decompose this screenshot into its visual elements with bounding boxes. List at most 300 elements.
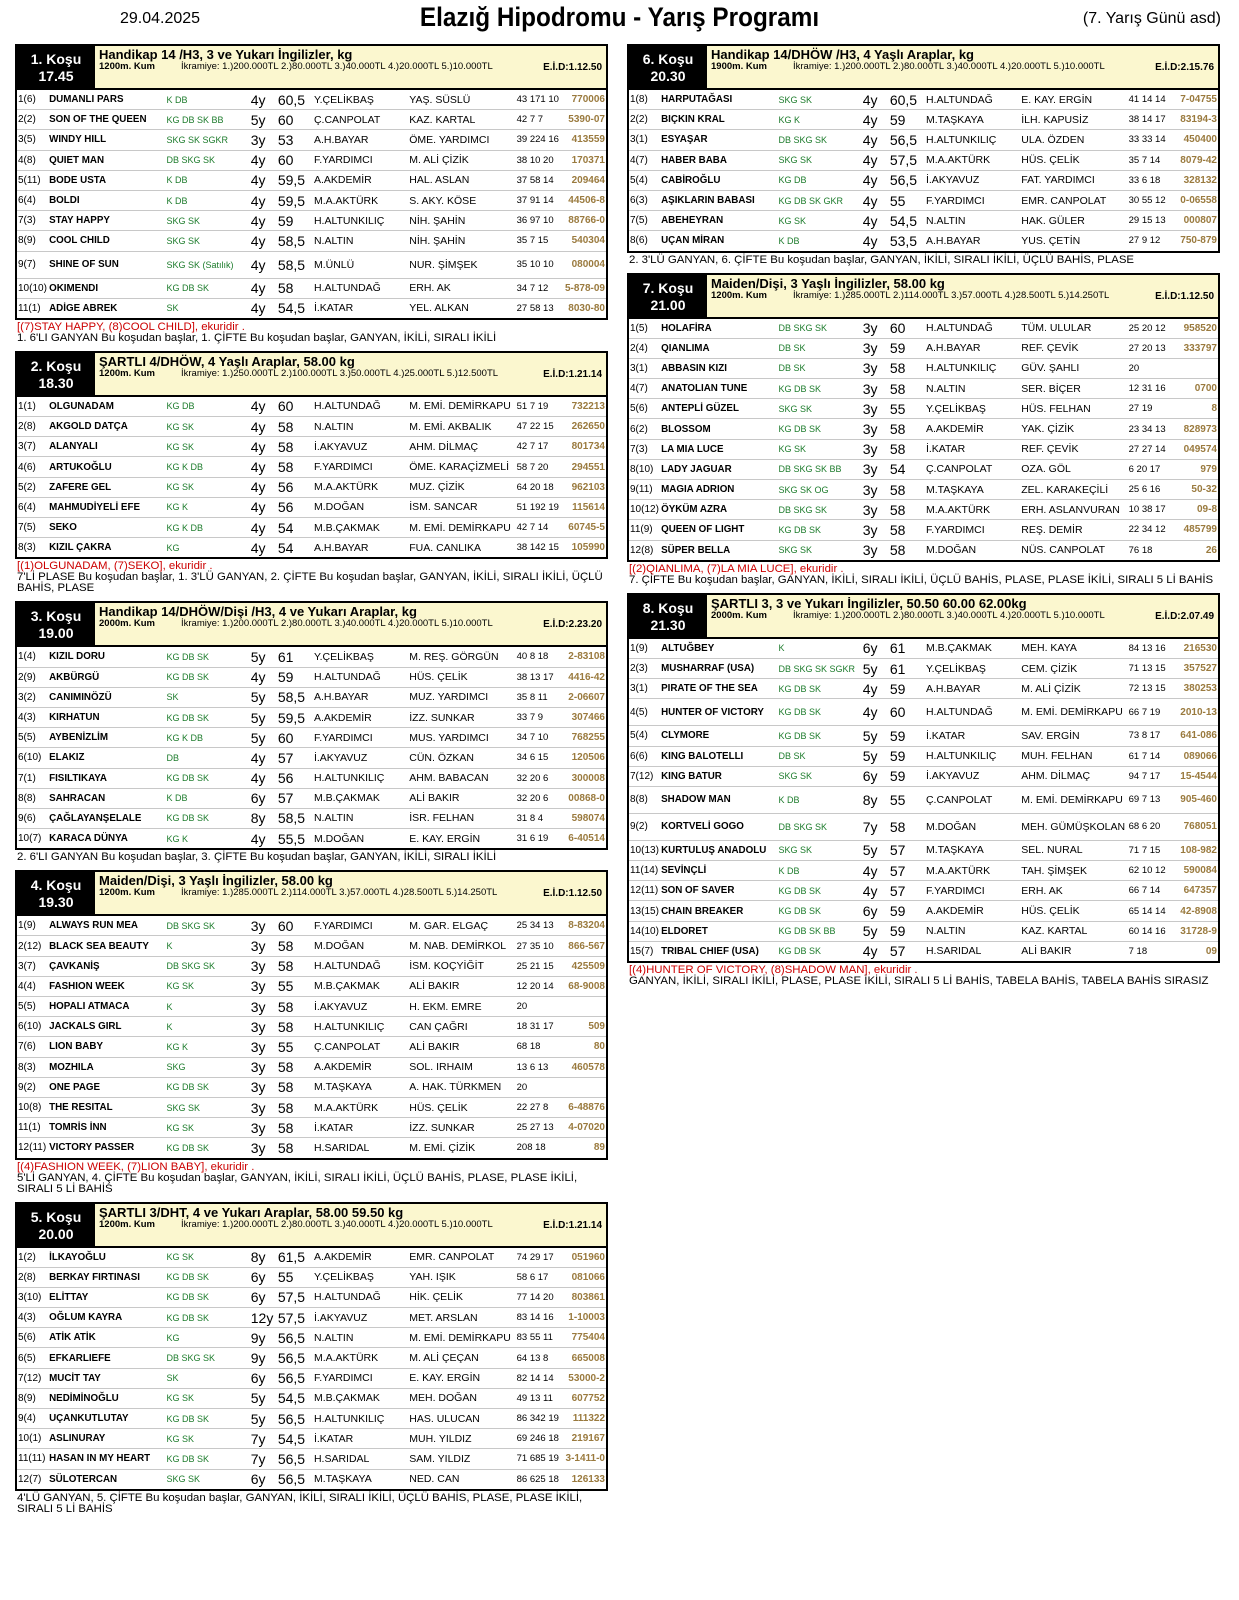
entry-number: 5(6) bbox=[16, 1328, 48, 1348]
stats: 39 224 16 bbox=[516, 130, 562, 150]
trainer: REŞ. DEMİR bbox=[1020, 520, 1127, 540]
horse-name: WINDY HILL bbox=[48, 130, 165, 150]
race-number-box bbox=[17, 46, 95, 88]
horse-age: 3y bbox=[862, 480, 889, 500]
race-distance: 1200m. Kum bbox=[711, 289, 767, 301]
race-conditions-box bbox=[95, 603, 606, 645]
form: 905-460 bbox=[1174, 786, 1219, 813]
form: 8 bbox=[1174, 399, 1219, 419]
race-time: 21.30 bbox=[650, 616, 686, 633]
carried-weight: 58,5 bbox=[277, 251, 313, 278]
entries-table bbox=[627, 639, 1220, 963]
table-row bbox=[16, 1469, 607, 1490]
jockey: H.ALTUNKILIÇ bbox=[925, 130, 1020, 150]
form: 5390-07 bbox=[562, 110, 607, 130]
table-row bbox=[628, 419, 1219, 439]
jockey: M.A.AKTÜRK bbox=[925, 150, 1020, 170]
stats: 69 7 13 bbox=[1128, 786, 1174, 813]
horse-age: 5y bbox=[250, 1388, 277, 1408]
horse-age: 4y bbox=[250, 231, 277, 251]
table-row bbox=[628, 941, 1219, 962]
equipment: SKG SK SGKR bbox=[165, 130, 249, 150]
race-conditions: ŞARTLI 3, 3 ve Yukarı İngilizler, 50.50 60.00 62.00kg bbox=[711, 595, 1027, 611]
form: 049574 bbox=[1174, 439, 1219, 459]
equipment: SKG SK bbox=[777, 90, 861, 110]
carried-weight: 59 bbox=[889, 921, 925, 941]
horse-name: KIZIL DORU bbox=[48, 647, 165, 667]
jockey: F.YARDIMCI bbox=[925, 881, 1020, 901]
table-row bbox=[628, 130, 1219, 150]
table-row bbox=[628, 190, 1219, 210]
jockey: H.SARIDAL bbox=[925, 941, 1020, 962]
equipment: KG DB SK bbox=[777, 901, 861, 921]
horse-name: ADİGE ABREK bbox=[48, 298, 165, 319]
equipment: SKG SK bbox=[165, 211, 249, 231]
horse-name: HOLAFİRA bbox=[660, 319, 777, 339]
horse-name: OLGUNADAM bbox=[48, 397, 165, 417]
horse-name: JACKALS GIRL bbox=[48, 1017, 165, 1037]
jockey: F.YARDIMCI bbox=[925, 520, 1020, 540]
jockey: M.TAŞKAYA bbox=[925, 840, 1020, 860]
stats: 34 7 10 bbox=[516, 728, 562, 748]
trainer: MEH. KAYA bbox=[1020, 639, 1127, 659]
horse-name: MAGIA ADRION bbox=[660, 480, 777, 500]
carried-weight: 60 bbox=[277, 397, 313, 417]
stats: 25 20 12 bbox=[1128, 319, 1174, 339]
trainer: ERH. AK bbox=[408, 278, 515, 298]
race-block-7 bbox=[627, 273, 1220, 589]
entry-number: 12(11) bbox=[16, 1138, 48, 1159]
horse-age: 6y bbox=[250, 1287, 277, 1307]
equipment: KG DB SK bbox=[777, 699, 861, 726]
horse-age: 3y bbox=[250, 936, 277, 956]
stats: 64 20 18 bbox=[516, 477, 562, 497]
race-number-box bbox=[629, 46, 707, 88]
trainer: EMR. CANPOLAT bbox=[408, 1248, 515, 1268]
jockey: A.H.BAYAR bbox=[925, 231, 1020, 252]
form: 26 bbox=[1174, 540, 1219, 561]
equipment: K DB bbox=[165, 190, 249, 210]
trainer: M. GAR. ELGAÇ bbox=[408, 916, 515, 936]
form: 460578 bbox=[562, 1057, 607, 1077]
horse-name: ELDORET bbox=[660, 921, 777, 941]
jockey: İ.KATAR bbox=[313, 1429, 408, 1449]
equipment: SKG SK OG bbox=[777, 480, 861, 500]
entries-table bbox=[15, 1248, 608, 1491]
form: 801734 bbox=[562, 437, 607, 457]
entry-number: 9(2) bbox=[628, 813, 660, 840]
trainer: ULA. ÖZDEN bbox=[1020, 130, 1127, 150]
horse-name: FISILTIKAYA bbox=[48, 768, 165, 788]
stats: 77 14 20 bbox=[516, 1287, 562, 1307]
jockey: M.B.ÇAKMAK bbox=[313, 518, 408, 538]
carried-weight: 59 bbox=[277, 211, 313, 231]
horse-name: ONE PAGE bbox=[48, 1077, 165, 1097]
trainer: CÜN. ÖZKAN bbox=[408, 748, 515, 768]
entry-number: 7(12) bbox=[628, 766, 660, 786]
entry-number: 11(11) bbox=[16, 1449, 48, 1469]
table-row bbox=[16, 728, 607, 748]
entry-number: 14(10) bbox=[628, 921, 660, 941]
table-row bbox=[628, 658, 1219, 678]
table-row bbox=[16, 1248, 607, 1268]
table-row bbox=[16, 647, 607, 667]
table-row bbox=[628, 500, 1219, 520]
right-column bbox=[627, 44, 1220, 994]
race-distance: 1900m. Kum bbox=[711, 61, 767, 72]
form: 53000-2 bbox=[562, 1368, 607, 1388]
equipment: KG SK bbox=[165, 1429, 249, 1449]
horse-age: 5y bbox=[250, 1409, 277, 1429]
table-row bbox=[16, 1328, 607, 1348]
horse-name: DUMANLI PARS bbox=[48, 90, 165, 110]
entry-number: 11(9) bbox=[628, 520, 660, 540]
equipment: KG DB SK bbox=[165, 1409, 249, 1429]
horse-name: ABBASIN KIZI bbox=[660, 358, 777, 378]
entry-number: 12(7) bbox=[16, 1469, 48, 1490]
table-row bbox=[628, 901, 1219, 921]
jockey: İ.AKYAVUZ bbox=[313, 437, 408, 457]
form: 051960 bbox=[562, 1248, 607, 1268]
form: 2-83108 bbox=[562, 647, 607, 667]
horse-age: 8y bbox=[862, 786, 889, 813]
form: 1-10003 bbox=[562, 1308, 607, 1328]
entry-number: 2(2) bbox=[16, 110, 48, 130]
stats: 60 14 16 bbox=[1128, 921, 1174, 941]
entry-number: 1(8) bbox=[628, 90, 660, 110]
carried-weight: 58 bbox=[889, 358, 925, 378]
trainer: REF. ÇEVİK bbox=[1020, 439, 1127, 459]
race-record: E.İ.D:2.07.49 bbox=[1155, 610, 1214, 622]
carried-weight: 61 bbox=[889, 639, 925, 659]
carried-weight: 58 bbox=[277, 278, 313, 298]
carried-weight: 59 bbox=[889, 766, 925, 786]
race-number: 7. Koşu bbox=[642, 279, 694, 296]
trainer: M. EMİ. DEMİRKAPU bbox=[1020, 699, 1127, 726]
carried-weight: 58,5 bbox=[277, 808, 313, 828]
equipment: K DB bbox=[777, 786, 861, 813]
stats: 20 bbox=[1128, 358, 1174, 378]
race-block-2 bbox=[15, 351, 608, 598]
trainer: MET. ARSLAN bbox=[408, 1308, 515, 1328]
stats: 47 22 15 bbox=[516, 417, 562, 437]
carried-weight: 58 bbox=[277, 956, 313, 976]
carried-weight: 57,5 bbox=[277, 1287, 313, 1307]
jockey: M.TAŞKAYA bbox=[313, 1077, 408, 1097]
race-notes bbox=[627, 963, 1220, 990]
trainer: HÜS. ÇELİK bbox=[408, 1097, 515, 1117]
carried-weight: 58 bbox=[277, 457, 313, 477]
race-notes bbox=[15, 1491, 608, 1518]
trainer: GÜV. ŞAHLI bbox=[1020, 358, 1127, 378]
trainer: M. ALİ ÇEÇAN bbox=[408, 1348, 515, 1368]
form: 775404 bbox=[562, 1328, 607, 1348]
entries-table bbox=[15, 916, 608, 1159]
carried-weight: 57 bbox=[889, 840, 925, 860]
table-row bbox=[16, 1429, 607, 1449]
jockey: M.DOĞAN bbox=[313, 829, 408, 850]
carried-weight: 60,5 bbox=[889, 90, 925, 110]
form: 105990 bbox=[562, 538, 607, 559]
race-day-label: (7. Yarış Günü asd) bbox=[1082, 10, 1221, 27]
race-prize-row bbox=[99, 369, 602, 380]
table-row bbox=[16, 538, 607, 559]
table-row bbox=[16, 667, 607, 687]
equipment: SKG SK (Satılık) bbox=[165, 251, 249, 278]
trainer: FAT. YARDIMCI bbox=[1020, 170, 1127, 190]
form: 300008 bbox=[562, 768, 607, 788]
stats: 31 8 4 bbox=[516, 808, 562, 828]
horse-age: 4y bbox=[862, 861, 889, 881]
form bbox=[562, 1077, 607, 1097]
horse-name: BLACK SEA BEAUTY bbox=[48, 936, 165, 956]
race-header bbox=[15, 1202, 608, 1248]
trainer: İSM. SANCAR bbox=[408, 497, 515, 517]
jockey: F.YARDIMCI bbox=[925, 190, 1020, 210]
race-block-3 bbox=[15, 601, 608, 866]
carried-weight: 55 bbox=[277, 1267, 313, 1287]
form bbox=[562, 997, 607, 1017]
horse-name: ELİTTAY bbox=[48, 1287, 165, 1307]
table-row bbox=[16, 437, 607, 457]
horse-name: COOL CHILD bbox=[48, 231, 165, 251]
horse-age: 3y bbox=[862, 319, 889, 339]
horse-age: 3y bbox=[250, 1017, 277, 1037]
race-number-box bbox=[629, 595, 707, 637]
form: 750-879 bbox=[1174, 231, 1219, 252]
race-header bbox=[627, 44, 1220, 90]
jockey: M.TAŞKAYA bbox=[925, 480, 1020, 500]
carried-weight: 58 bbox=[889, 419, 925, 439]
jockey: M.A.AKTÜRK bbox=[313, 1348, 408, 1368]
table-row bbox=[16, 687, 607, 707]
trainer: MUS. YARDIMCI bbox=[408, 728, 515, 748]
form: 68-9008 bbox=[562, 976, 607, 996]
horse-age: 4y bbox=[862, 679, 889, 699]
trainer: NİH. ŞAHİN bbox=[408, 231, 515, 251]
trainer: SAV. ERGİN bbox=[1020, 726, 1127, 746]
jockey: M.B.ÇAKMAK bbox=[925, 639, 1020, 659]
equipment: DB SKG SK bbox=[777, 500, 861, 520]
jockey: İ.AKYAVUZ bbox=[925, 170, 1020, 190]
stats: 68 6 20 bbox=[1128, 813, 1174, 840]
horse-age: 3y bbox=[862, 399, 889, 419]
trainer: H. EKM. EMRE bbox=[408, 997, 515, 1017]
equipment: KG SK bbox=[165, 1248, 249, 1268]
stats: 23 34 13 bbox=[1128, 419, 1174, 439]
table-row bbox=[16, 788, 607, 808]
horse-name: MUSHARRAF (USA) bbox=[660, 658, 777, 678]
race-prize: İkramiye: 1.)200.000TL 2.)80.000TL 3.)40.000TL 4.)20.000TL 5.)10.000TL bbox=[181, 61, 493, 72]
jockey: H.SARIDAL bbox=[313, 1449, 408, 1469]
page-header bbox=[0, 0, 1239, 44]
table-row bbox=[16, 130, 607, 150]
race-prize: İkramiye: 1.)250.000TL 2.)100.000TL 3.)50.000TL 4.)25.000TL 5.)12.500TL bbox=[181, 367, 499, 379]
page-title: Elazığ Hipodromu - Yarış Programı bbox=[419, 2, 820, 32]
horse-age: 3y bbox=[250, 956, 277, 976]
carried-weight: 61,5 bbox=[277, 1248, 313, 1268]
horse-age: 6y bbox=[862, 639, 889, 659]
entry-number: 1(2) bbox=[16, 1248, 48, 1268]
horse-name: ANATOLIAN TUNE bbox=[660, 379, 777, 399]
carried-weight: 60 bbox=[889, 319, 925, 339]
equipment: SKG SK bbox=[777, 540, 861, 561]
trainer: YAŞ. SÜSLÜ bbox=[408, 90, 515, 110]
entry-number: 3(1) bbox=[628, 358, 660, 378]
equipment: KG K DB bbox=[165, 518, 249, 538]
equipment: DB SK bbox=[777, 746, 861, 766]
equipment: KG K DB bbox=[165, 728, 249, 748]
carried-weight: 55,5 bbox=[277, 829, 313, 850]
horse-age: 5y bbox=[862, 921, 889, 941]
stats: 31 6 19 bbox=[516, 829, 562, 850]
race-notes bbox=[15, 320, 608, 347]
equipment: KG DB SK bbox=[165, 1138, 249, 1159]
entry-number: 10(1) bbox=[16, 1429, 48, 1449]
equipment: DB SKG SK SGKR bbox=[777, 658, 861, 678]
carried-weight: 59 bbox=[889, 110, 925, 130]
horse-name: THE RESITAL bbox=[48, 1097, 165, 1117]
race-number-box bbox=[17, 1204, 95, 1246]
jockey: N.ALTIN bbox=[313, 231, 408, 251]
horse-age: 4y bbox=[250, 667, 277, 687]
form: 7-04755 bbox=[1174, 90, 1219, 110]
horse-name: ALTUĞBEY bbox=[660, 639, 777, 659]
stats: 42 7 14 bbox=[516, 518, 562, 538]
form: 425509 bbox=[562, 956, 607, 976]
horse-age: 3y bbox=[862, 358, 889, 378]
equipment: KG DB SK bbox=[165, 278, 249, 298]
jockey: Ç.CANPOLAT bbox=[925, 786, 1020, 813]
horse-name: AKGOLD DATÇA bbox=[48, 417, 165, 437]
table-row bbox=[16, 211, 607, 231]
jockey: H.ALTUNKILIÇ bbox=[313, 211, 408, 231]
horse-age: 6y bbox=[250, 1267, 277, 1287]
form: 307466 bbox=[562, 707, 607, 727]
equipment: KG SK bbox=[165, 417, 249, 437]
equipment: KG DB SK bbox=[165, 1308, 249, 1328]
horse-age: 4y bbox=[250, 278, 277, 298]
trainer: HÜS. ÇELİK bbox=[1020, 150, 1127, 170]
race-prize: İkramiye: 1.)200.000TL 2.)80.000TL 3.)40.000TL 4.)20.000TL 5.)10.000TL bbox=[181, 618, 493, 630]
race-number: 2. Koşu bbox=[30, 357, 82, 374]
race-time: 20.00 bbox=[38, 1225, 74, 1242]
equipment: K bbox=[165, 997, 249, 1017]
horse-age: 7y bbox=[862, 813, 889, 840]
table-row bbox=[16, 1118, 607, 1138]
carried-weight: 56 bbox=[277, 477, 313, 497]
trainer: ÖME. YARDIMCI bbox=[408, 130, 515, 150]
horse-age: 4y bbox=[250, 190, 277, 210]
horse-name: OĞLUM KAYRA bbox=[48, 1308, 165, 1328]
trainer: MUZ. YARDIMCI bbox=[408, 687, 515, 707]
race-number: 5. Koşu bbox=[30, 1208, 82, 1225]
entry-number: 11(1) bbox=[16, 298, 48, 319]
stats: 27 9 12 bbox=[1128, 231, 1174, 252]
carried-weight: 60 bbox=[889, 699, 925, 726]
jockey: M.TAŞKAYA bbox=[313, 1469, 408, 1490]
trainer: M. ALİ ÇİZİK bbox=[1020, 679, 1127, 699]
trainer: YAH. IŞIK bbox=[408, 1267, 515, 1287]
table-row bbox=[16, 518, 607, 538]
horse-age: 4y bbox=[250, 477, 277, 497]
bets-note: 1. 6'LI GANYAN Bu koşudan başlar, 1. ÇİFTE Bu koşudan başlar, GANYAN, İKİLİ, SIRALI İKİLİ bbox=[17, 331, 497, 344]
equipment: DB SKG SK bbox=[165, 956, 249, 976]
equipment: SKG SK bbox=[777, 150, 861, 170]
race-prize-row bbox=[99, 62, 602, 73]
carried-weight: 55 bbox=[889, 786, 925, 813]
trainer: MEH. DOĞAN bbox=[408, 1388, 515, 1408]
table-row bbox=[628, 90, 1219, 110]
equipment: KG SK bbox=[165, 437, 249, 457]
jockey: H.ALTUNKILIÇ bbox=[925, 358, 1020, 378]
stats: 35 7 15 bbox=[516, 231, 562, 251]
horse-age: 7y bbox=[250, 1429, 277, 1449]
ekurie-note: [(2)QIANLIMA, (7)LA MIA LUCE], ekuridir . bbox=[629, 562, 844, 575]
trainer: HÜS. FELHAN bbox=[1020, 399, 1127, 419]
entry-number: 6(4) bbox=[16, 190, 48, 210]
stats: 72 13 15 bbox=[1128, 679, 1174, 699]
table-row bbox=[16, 110, 607, 130]
jockey: Ç.CANPOLAT bbox=[313, 110, 408, 130]
form: 120506 bbox=[562, 748, 607, 768]
table-row bbox=[628, 459, 1219, 479]
jockey: İ.KATAR bbox=[313, 1118, 408, 1138]
race-distance: 1200m. Kum bbox=[99, 367, 155, 379]
equipment: KG DB SK bbox=[165, 1287, 249, 1307]
table-row bbox=[16, 477, 607, 497]
race-conditions: Maiden/Dişi, 3 Yaşlı İngilizler, 58.00 kg bbox=[99, 873, 333, 889]
table-row bbox=[16, 748, 607, 768]
horse-name: ALANYALI bbox=[48, 437, 165, 457]
entry-number: 10(7) bbox=[16, 829, 48, 850]
equipment: KG DB SK bbox=[777, 941, 861, 962]
horse-name: SON OF SAVER bbox=[660, 881, 777, 901]
table-row bbox=[628, 379, 1219, 399]
equipment: DB SKG SK bbox=[777, 813, 861, 840]
form: 170371 bbox=[562, 150, 607, 170]
jockey: H.ALTUNDAĞ bbox=[925, 90, 1020, 110]
form bbox=[1174, 358, 1219, 378]
jockey: A.H.BAYAR bbox=[313, 538, 408, 559]
equipment: KG DB SK bbox=[777, 726, 861, 746]
carried-weight: 56,5 bbox=[277, 1449, 313, 1469]
carried-weight: 56,5 bbox=[277, 1409, 313, 1429]
form: 8079-42 bbox=[1174, 150, 1219, 170]
carried-weight: 57 bbox=[889, 941, 925, 962]
equipment: KG DB SK BB bbox=[777, 921, 861, 941]
jockey: A.AKDEMİR bbox=[925, 419, 1020, 439]
carried-weight: 61 bbox=[889, 658, 925, 678]
entry-number: 5(2) bbox=[16, 477, 48, 497]
entry-number: 4(5) bbox=[628, 699, 660, 726]
trainer: E. KAY. ERGİN bbox=[408, 1368, 515, 1388]
form: 803861 bbox=[562, 1287, 607, 1307]
entry-number: 4(8) bbox=[16, 150, 48, 170]
trainer: ALİ BAKIR bbox=[408, 976, 515, 996]
horse-age: 3y bbox=[250, 1057, 277, 1077]
horse-name: LADY JAGUAR bbox=[660, 459, 777, 479]
trainer: KAZ. KARTAL bbox=[1020, 921, 1127, 941]
trainer: NED. CAN bbox=[408, 1469, 515, 1490]
entries-table bbox=[627, 319, 1220, 562]
table-row bbox=[16, 976, 607, 996]
jockey: İ.KATAR bbox=[925, 439, 1020, 459]
jockey: İ.AKYAVUZ bbox=[313, 748, 408, 768]
jockey: H.ALTUNKILIÇ bbox=[313, 768, 408, 788]
trainer: MUH. FELHAN bbox=[1020, 746, 1127, 766]
trainer: ALİ BAKIR bbox=[408, 1037, 515, 1057]
